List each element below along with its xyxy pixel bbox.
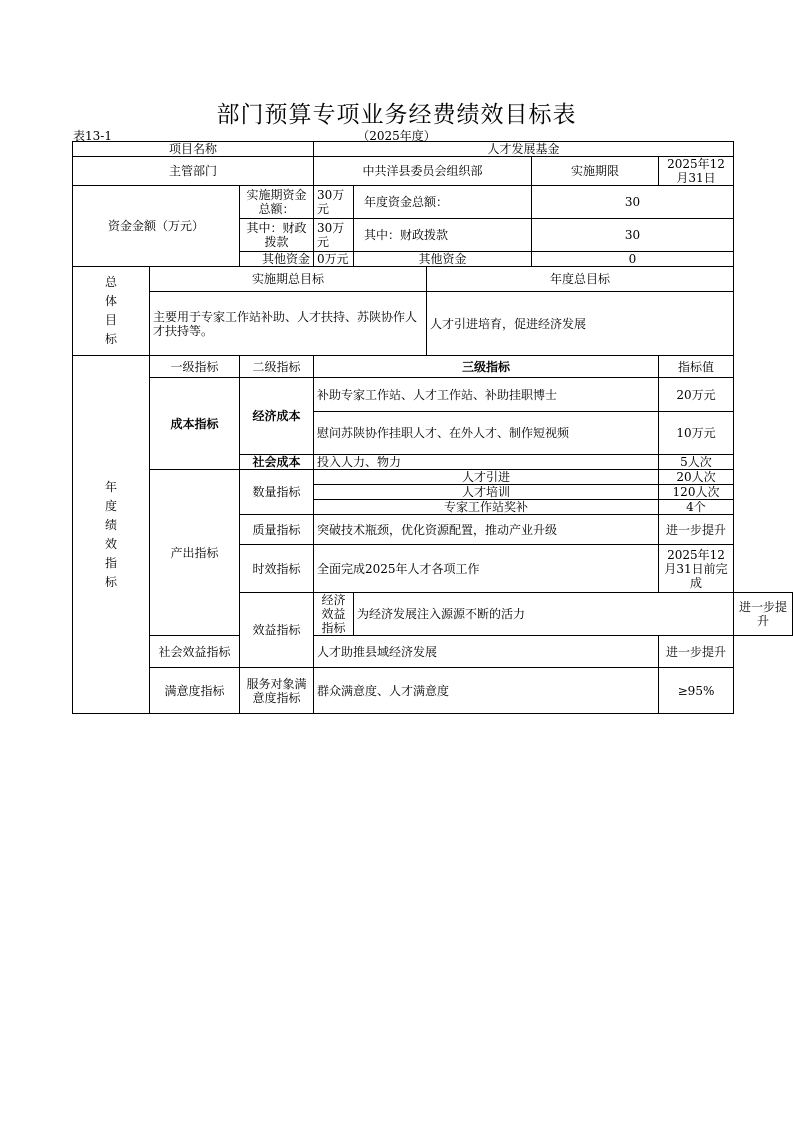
annual-goal: 人才引进培育，促进经济发展 (427, 292, 734, 356)
other-label: 其他资金 (240, 252, 314, 267)
fiscal-value: 30万元 (314, 219, 354, 252)
quantity-r3-value: 4个 (659, 500, 734, 515)
other-value: 0万元 (314, 252, 354, 267)
annual-other-label: 其他资金 (354, 252, 532, 267)
funds-label: 资金金额（万元） (73, 186, 240, 267)
dept: 中共洋县委员会组织部 (314, 157, 532, 186)
quality-value: 进一步提升 (659, 515, 734, 545)
period-goal: 主要用于专家工作站补助、人才扶持、苏陕协作人才扶持等。 (150, 292, 427, 356)
page-title: 部门预算专项业务经费绩效目标表 (216, 102, 577, 128)
table-number: 表13-1 (73, 129, 112, 143)
annual-goal-label: 年度总目标 (427, 267, 734, 292)
quantity-r1: 人才引进 (314, 470, 659, 485)
quality-r: 突破技术瓶颈，优化资源配置，推动产业升级 (314, 515, 659, 545)
time-r: 全面完成2025年人才各项工作 (314, 545, 659, 593)
cost-l1: 成本指标 (150, 378, 240, 470)
total-label: 实施期资金总额： (240, 186, 314, 219)
annual-fiscal-label: 其中：财政拨款 (354, 219, 532, 252)
social-benefit-value: 进一步提升 (659, 636, 734, 668)
social-cost-r1: 投入人力、物力 (314, 455, 659, 470)
total-value: 30万元 (314, 186, 354, 219)
time-value: 2025年12月31日前完成 (659, 545, 734, 593)
dept-label: 主管部门 (73, 157, 314, 186)
period-goal-label: 实施期总目标 (150, 267, 427, 292)
econ-cost-r2: 慰问苏陕协作挂职人才、在外人才、制作短视频 (314, 412, 659, 455)
benefit-l1: 效益指标 (240, 593, 314, 668)
social-cost: 社会成本 (240, 455, 314, 470)
performance-table (72, 141, 793, 714)
overall-label: 总体目标 (73, 267, 150, 356)
period-label: 实施期限 (532, 157, 659, 186)
project-name: 人才发展基金 (314, 142, 734, 157)
header-value: 指标值 (659, 356, 734, 378)
annual-fiscal-value: 30 (532, 219, 734, 252)
table-year: （2025年度） (357, 129, 436, 143)
social-cost-r1-value: 5人次 (659, 455, 734, 470)
quantity-l2: 数量指标 (240, 470, 314, 515)
econ-cost-r2-value: 10万元 (659, 412, 734, 455)
annual-value: 30 (532, 186, 734, 219)
quantity-r3: 专家工作站奖补 (314, 500, 659, 515)
satisfaction-l1: 满意度指标 (150, 668, 240, 714)
quantity-r2-value: 120人次 (659, 485, 734, 500)
quantity-r2: 人才培训 (314, 485, 659, 500)
econ-benefit-value: 进一步提升 (734, 593, 793, 636)
time-l2: 时效指标 (240, 545, 314, 593)
econ-cost-r1-value: 20万元 (659, 378, 734, 412)
annual-label: 年度资金总额： (354, 186, 532, 219)
project-name-label: 项目名称 (73, 142, 314, 157)
output-l1: 产出指标 (150, 470, 240, 636)
period: 2025年12月31日 (659, 157, 734, 186)
social-benefit-r: 人才助推县域经济发展 (314, 636, 659, 668)
satisfaction-l2: 服务对象满意度指标 (240, 668, 314, 714)
econ-benefit-r: 为经济发展注入源源不断的活力 (354, 593, 734, 636)
annual-other-value: 0 (532, 252, 734, 267)
quality-l2: 质量指标 (240, 515, 314, 545)
quantity-r1-value: 20人次 (659, 470, 734, 485)
header-l3: 三级指标 (314, 356, 659, 378)
satisfaction-l3: 群众满意度、人才满意度 (314, 668, 659, 714)
econ-cost-r1: 补助专家工作站、人才工作站、补助挂职博士 (314, 378, 659, 412)
econ-benefit-l2: 经济效益指标 (314, 593, 354, 636)
header-l1: 一级指标 (150, 356, 240, 378)
perf-label: 年度绩效指标 (73, 356, 150, 714)
header-l2: 二级指标 (240, 356, 314, 378)
social-benefit-l2: 社会效益指标 (150, 636, 240, 668)
satisfaction-value: ≥95% (659, 668, 734, 714)
econ-cost: 经济成本 (240, 378, 314, 455)
fiscal-label: 其中：财政拨款 (240, 219, 314, 252)
